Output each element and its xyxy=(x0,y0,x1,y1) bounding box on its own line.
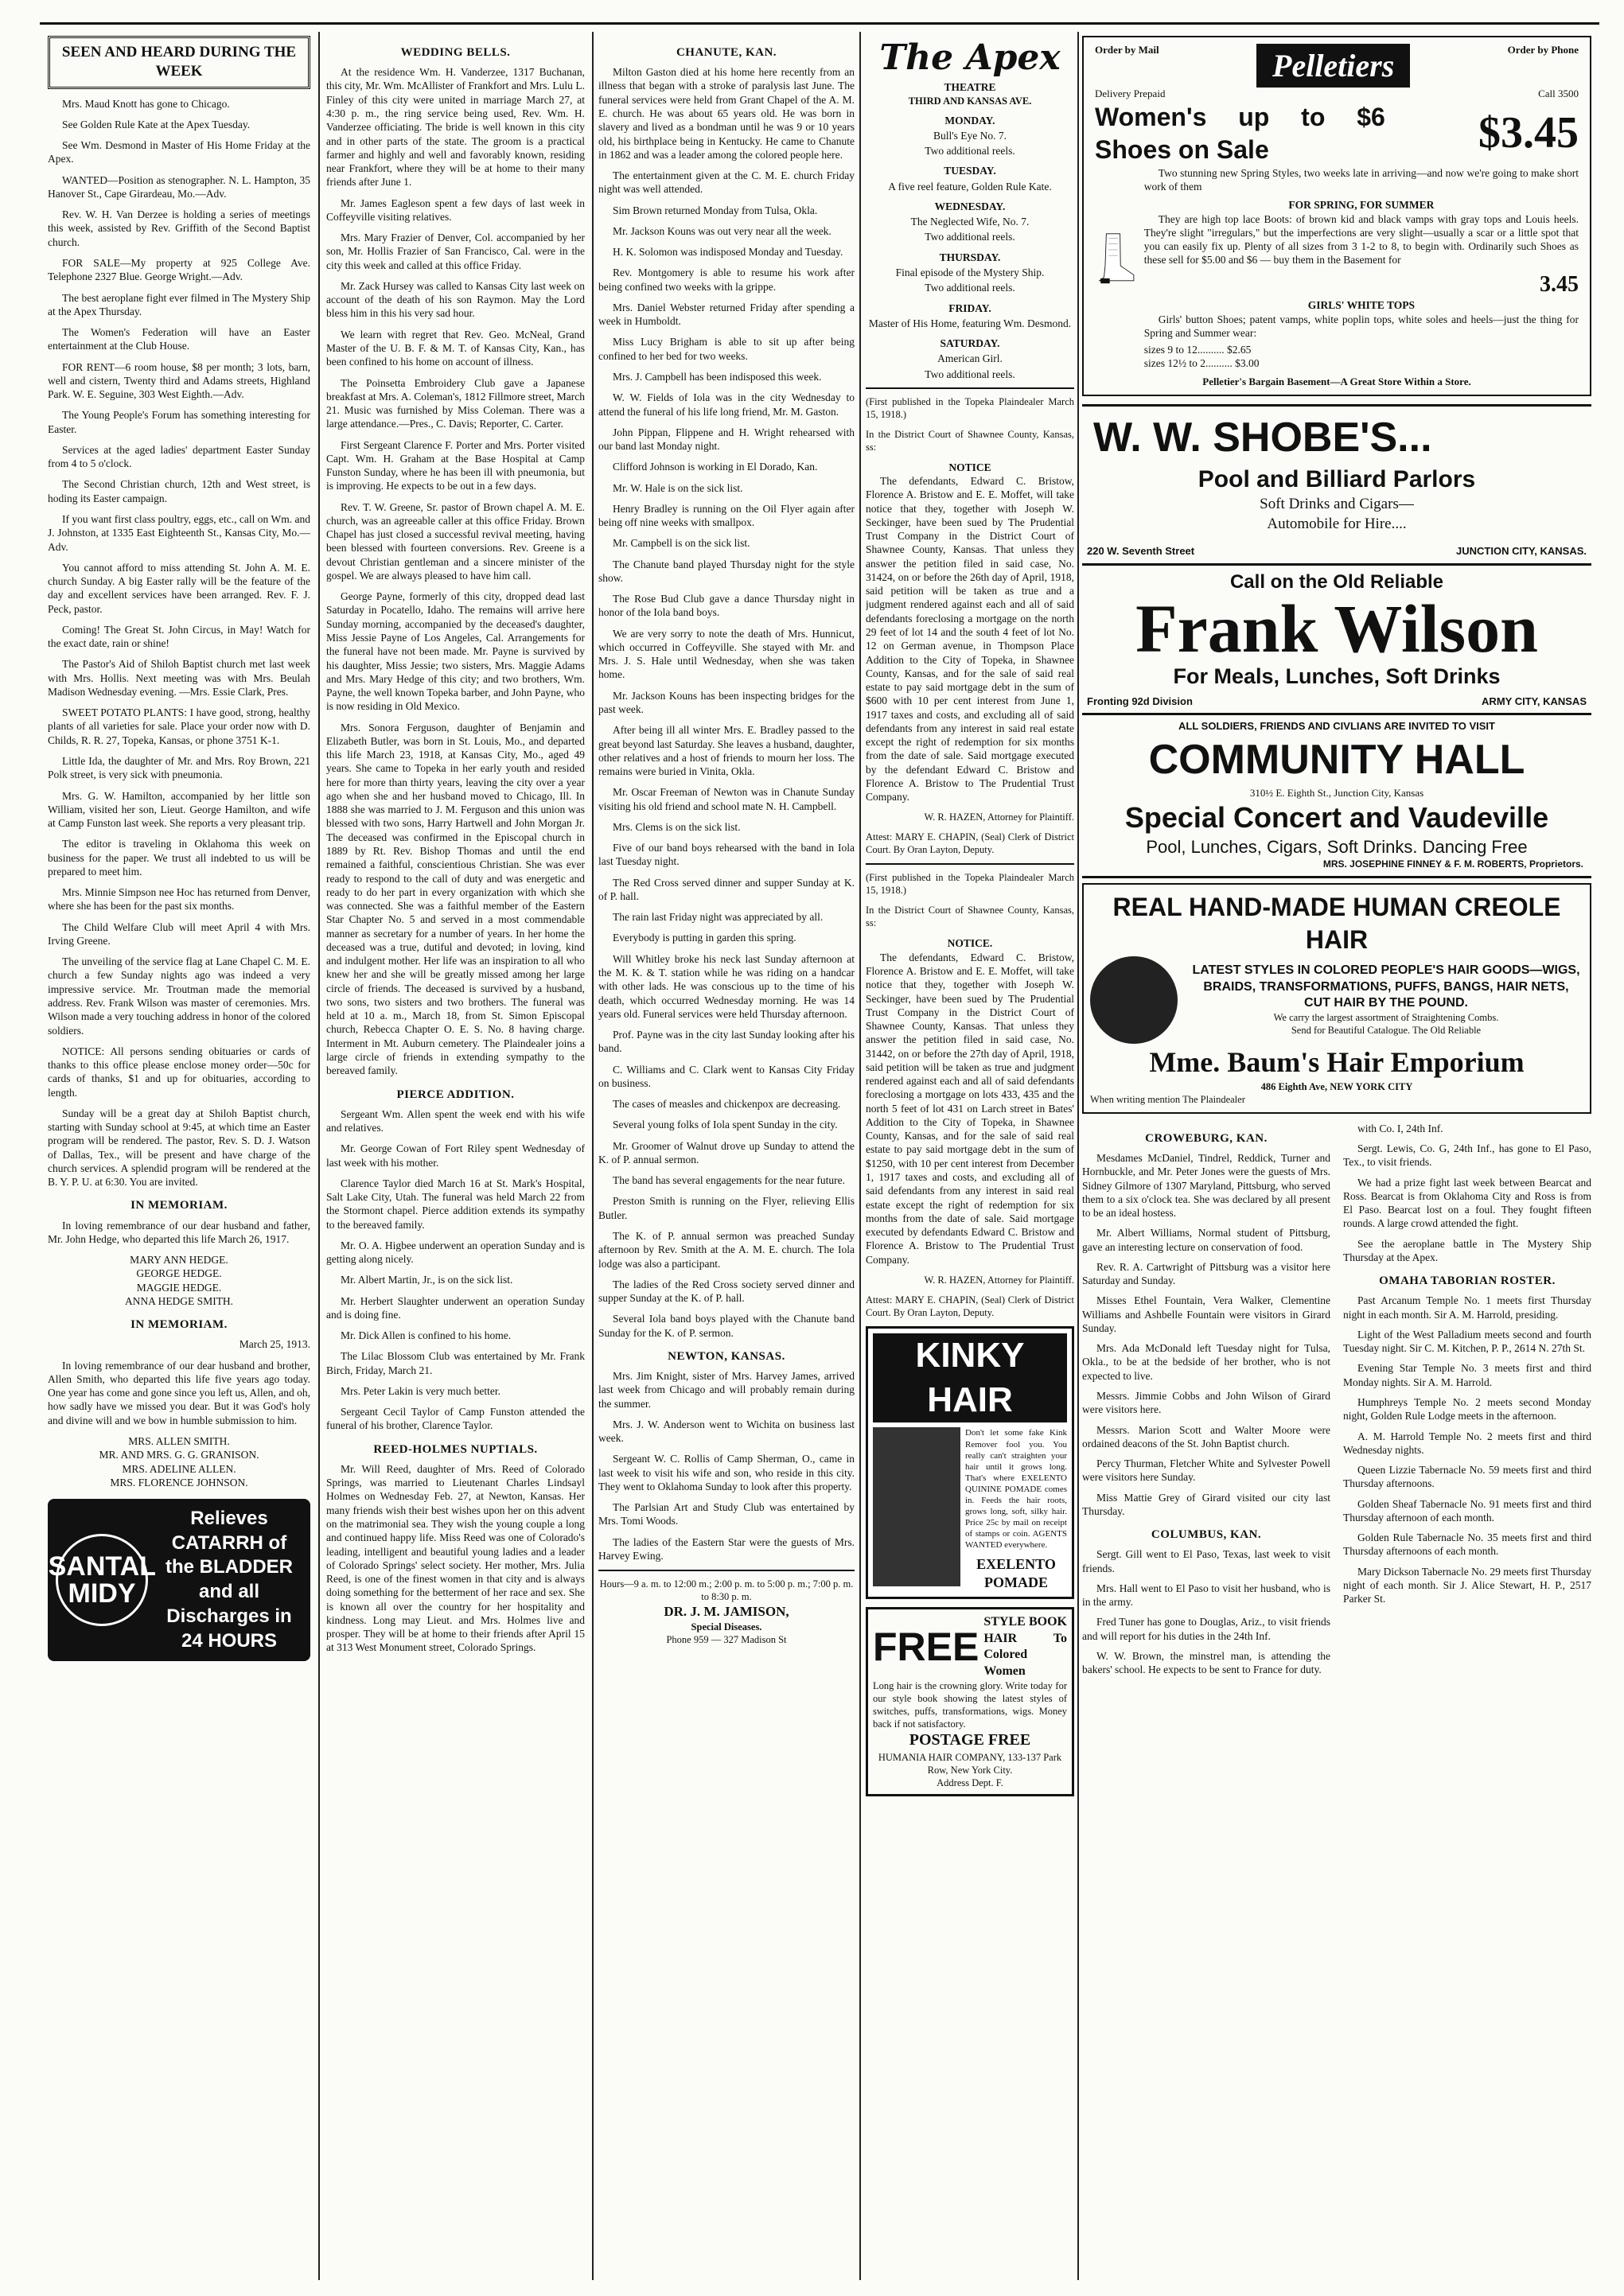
news-item: Coming! The Great St. John Circus, in May! Watch for the exact date, rain or shine! xyxy=(48,623,310,650)
news-item: Little Ida, the daughter of Mr. and Mrs. Roy Brown, 221 Polk street, is very sick with pneumonia. xyxy=(48,754,310,781)
roster-item: A. M. Harrold Temple No. 2 meets first and third Wednesday nights. xyxy=(1343,1430,1591,1456)
news-item: The K. of P. annual sermon was preached Sunday afternoon by Rev. Smith at the A. M. E. church. The Iola lodge was also a participant. xyxy=(598,1229,855,1270)
news-item: See the aeroplane battle in The Mystery Ship Thursday at the Apex. xyxy=(1343,1237,1591,1263)
news-item: Rev. T. W. Greene, Sr. pastor of Brown chapel A. M. E. church, was an agreeable caller at this office Friday. Brown Chapel has just closed a successful revival meeting, having been blessed with fourteen conversions. Rev. Greene is a devout Christian gentleman and a sincere minister of the gospel. We are always pleased to have him call. xyxy=(326,500,585,582)
creole-title: REAL HAND-MADE HUMAN CREOLE HAIR xyxy=(1112,892,1561,954)
pelletiers-logo: Pelletiers xyxy=(1256,44,1410,88)
roster-item: Light of the West Palladium meets second and fourth Tuesday night. Sir C. M. Kitchen, P. P., 2614 N. 27th St. xyxy=(1343,1328,1591,1355)
memoriam-name: GEORGE HEDGE. xyxy=(136,1267,222,1280)
news-item: The Red Cross served dinner and supper Sunday at K. of P. hall. xyxy=(598,876,855,902)
free-text: Long hair is the crowning glory. Write today for our style book showing the latest styles of switches, puffs, transformations, wigs. Money back if not satisfactory. xyxy=(873,1680,1067,1730)
schedule-line: Master of His Home, featuring Wm. Desmond. xyxy=(868,317,1072,329)
frank-wilson-ad xyxy=(1082,570,1591,709)
news-item: Clifford Johnson is working in El Dorado, Kan. xyxy=(613,461,818,473)
shobe-name: W. W. SHOBE'S... xyxy=(1093,414,1432,461)
news-item: Milton Gaston died at his home here recently from an illness that began with a stroke of paralysis last June. The funeral services were held from Grant Chapel of the A. M. E. church. He was about 65 years old. He was born in slavery and lived as a bondman until he was 9 or 10 years old, his birthplace being in Kentucky. He came to Chanute in 1862 and was a leader among the colored people here. xyxy=(598,66,855,161)
news-item: The band has several engagements for the near future. xyxy=(613,1174,845,1187)
news-item: Sergt. Lewis, Co. G, 24th Inf., has gone to El Paso, Tex., to visit friends. xyxy=(1343,1142,1591,1169)
creole-list: LATEST STYLES IN COLORED PEOPLE'S HAIR GOODS—WIGS, BRAIDS, TRANSFORMATIONS, PUFFS, BANGS, HAIR NETS, CUT HAIR BY THE POUND. xyxy=(1192,963,1580,1010)
news-item: Miss Mattie Grey of Girard visited our city last Thursday. xyxy=(1082,1491,1330,1517)
apex-theatre: THEATRE xyxy=(944,81,996,94)
news-item: Mr. Herbert Slaughter underwent an operation Sunday and is doing fine. xyxy=(326,1294,585,1321)
jamison-sub: Special Diseases. xyxy=(691,1621,762,1632)
kinky-text: Don't let some fake Kink Remover fool you. You really can't straighten your hair until it grows long. That's where EXELENTO QUININE POMADE comes in. Feeds the hair roots, grows long, soft, silky hair. Price 25c by mail on receipt of stamps or coin. AGENTS WANTED everywhere. xyxy=(965,1428,1067,1551)
woman-portrait-icon xyxy=(1090,956,1178,1044)
news-item: W. W. Fields of Iola was in the city Wednesday to attend the funeral of his life long friend, Mr. M. Gaston. xyxy=(598,391,855,418)
news-item: Mrs. Minnie Simpson nee Hoc has returned from Denver, where she has been for the past six months. xyxy=(48,886,310,913)
hall-pool: Pool, Lunches, Cigars, Soft Drinks. Dancing Free xyxy=(1146,837,1528,858)
schedule-line: Two additional reels. xyxy=(925,145,1015,158)
news-item: Mr. Zack Hursey was called to Kansas City last week on account of the death of his son Raymon. May the Lord bless him in this his very sad hour. xyxy=(326,279,585,320)
chanute-items xyxy=(598,65,855,1340)
hall-concert: Special Concert and Vaudeville xyxy=(1124,801,1549,835)
column-divider xyxy=(592,32,594,2280)
free-company: HUMANIA HAIR COMPANY, 133-137 Park Row, New York City. xyxy=(878,1751,1062,1776)
news-items xyxy=(48,97,310,1189)
news-item: The Chanute band played Thursday night for the style show. xyxy=(598,558,855,584)
notice-attest: Attest: MARY E. CHAPIN, (Seal) Clerk of District Court. By Oran Layton, Deputy. xyxy=(866,1294,1074,1318)
news-item: Percy Thurman, Fletcher White and Sylvester Powell were visitors here Sunday. xyxy=(1082,1457,1330,1484)
schedule-day: WEDNESDAY. xyxy=(934,200,1006,212)
news-item: The Second Christian church, 12th and West street, is hoding its Easter campaign. xyxy=(48,478,310,504)
pel-bottom: Pelletier's Bargain Basement—A Great Store Within a Store. xyxy=(1202,375,1471,387)
schedule-day: TUESDAY. xyxy=(944,165,996,177)
creole-catalog: Send for Beautiful Catalogue. The Old Reliable xyxy=(1291,1025,1482,1037)
news-item: Clarence Taylor died March 16 at St. Mark's Hospital, Salt Lake City, Utah. The funeral was held March 22 from the Stormont chapel. Pierce addition extends its sympathy to the bereaved family. xyxy=(326,1177,585,1231)
kinky-brand: EXELENTO POMADE xyxy=(976,1556,1056,1591)
news-item: After being ill all winter Mrs. E. Bradley passed to the great beyond last Saturday. She leaves a husband, daughter, other relatives and a host of friends to mourn her loss. The remains were buried in Vinita, Okla. xyxy=(598,724,855,778)
column-divider xyxy=(318,32,320,2280)
delivery-prepaid: Delivery Prepaid xyxy=(1095,88,1166,100)
shobe-sub2: Soft Drinks and Cigars— xyxy=(1260,496,1414,513)
kinky-title: KINKY HAIR xyxy=(873,1333,1067,1423)
notice-title: NOTICE xyxy=(948,461,991,473)
news-item: Mrs. Hall went to El Paso to visit her husband, who is in the army. xyxy=(1082,1582,1330,1609)
news-item: The ladies of the Eastern Star were the guests of Mrs. Harvey Ewing. xyxy=(598,1535,855,1562)
news-item: George Payne, formerly of this city, dropped dead last Saturday in Pocatello, Idaho. The remains will arrive here Sunday morning, accompanied by the deceased's daughter, Miss Jessie Payne of Los Angeles, Cal. Arrangements for the funeral have not been made. Mr. Payne is survived by his daughter, Miss Jessie; two sisters, Mrs. Maggie Adams and Mrs. Mary Hedge of this city; and two brothers, Wm. Payne, the well known Topeka barber, and John Payne, who is now residing in Old Mexico. xyxy=(326,590,585,713)
schedule-day: FRIDAY. xyxy=(948,302,991,314)
notice-court: In the District Court of Shawnee County, Kansas, ss: xyxy=(866,428,1074,453)
creole-mention: When writing mention The Plaindealer xyxy=(1090,1093,1245,1105)
columbus-title: COLUMBUS, KAN. xyxy=(1151,1528,1262,1542)
fw-call: Call on the Old Reliable xyxy=(1229,570,1444,593)
news-item: Mrs. Mary Frazier of Denver, Col. accompanied by her son, Mr. Hollis Frazier of San Francisco, Cal. were in the city this week and called at this office Friday. xyxy=(326,232,585,271)
santal-midy-ad xyxy=(48,1499,310,1661)
notice-pub: (First published in the Topeka Plaindealer March 15, 1918.) xyxy=(866,395,1074,420)
news-item: Sergeant W. C. Rollis of Camp Sherman, O., came in last week to visit his wife and son, who reside in this city. They went to Oklahoma Sunday to look after this property. xyxy=(598,1453,855,1492)
schedule-day: MONDAY. xyxy=(944,114,995,126)
pel-price: $3.45 xyxy=(1478,107,1579,158)
pel-headline: Women's up to $6 Shoes on Sale xyxy=(1095,102,1385,164)
pierce-title: PIERCE ADDITION. xyxy=(396,1088,515,1101)
news-item: We had a prize fight last week between Bearcat and Ross. Bearcat is from Oklahoma City and Ross is from El Paso. Bearcat lost on a foul. They fought fifteen rounds. A large crowd attended the fight. xyxy=(1343,1176,1591,1230)
wedding-items xyxy=(326,65,585,1077)
news-item: Sergt. Gill went to El Paso, Texas, last week to visit friends. xyxy=(1082,1548,1330,1574)
column-wedding-bells xyxy=(326,36,585,2287)
notice-text: The defendants, Edward C. Bristow, Florence A. Bristow and E. E. Moffet, will take notice that they, together with Joseph W. Seckinger, have been sued by The Prudential Trust Company in the District Court of Shawnee County, Kansas. That unless they answer the petition filed in said case, No. 31442, on or before the 27th day of April, 1918, said petition will be taken as true and judgment rendered against each and all of said defendants foreclosing a mortgage on lots 433, 435 and the north 5 feet of lot 431 on Larch street in Bates' Addition to the City of Topeka, in Shawnee County, Kansas, and for the sale of said real estate to pay said mortgage debt in the sum of $1250, with 10 per cent interest from December 1, 1917 taxes and costs, and excluding all of said defendants from any interest in said real estate except the right of redemption for six months from the date of sale. Said mortgage executed by defendants Edward C. Bristow and Florence A. Bristow to The Prudential Trust Company. xyxy=(866,951,1074,1266)
pel-girls: GIRLS' WHITE TOPS xyxy=(1307,299,1416,312)
croweburg-column xyxy=(1082,1122,1330,1683)
pel-season: FOR SPRING, FOR SUMMER xyxy=(1288,199,1435,212)
news-item: Mr. Campbell is on the sick list. xyxy=(613,537,750,550)
free-postage: POSTAGE FREE xyxy=(909,1731,1031,1749)
memoriam-text: In loving remembrance of our dear husband and father, Mr. John Hedge, who departed this life March 26, 1917. xyxy=(48,1219,310,1245)
news-item: Mrs. J. W. Anderson went to Wichita on business last week. xyxy=(598,1418,855,1445)
news-item: See Golden Rule Kate at the Apex Tuesday. xyxy=(62,118,251,130)
shobe-addr: 220 W. Seventh Street xyxy=(1087,544,1195,557)
column-advertisements xyxy=(1082,36,1591,2287)
free-dept: Address Dept. F. xyxy=(937,1776,1003,1788)
news-item: Messrs. Marion Scott and Walter Moore were ordained deacons of the St. John Baptist church. xyxy=(1082,1423,1330,1450)
news-item: The cases of measles and chickenpox are decreasing. xyxy=(613,1098,841,1111)
fw-front: Fronting 92d Division xyxy=(1087,695,1193,707)
memoriam-name: MRS. ADELINE ALLEN. xyxy=(122,1462,236,1475)
memoriam-title: IN MEMORIAM. xyxy=(130,1318,228,1332)
news-item: The Child Welfare Club will meet April 4 with Mrs. Irving Greene. xyxy=(48,920,310,947)
schedule-day: THURSDAY. xyxy=(939,251,1001,263)
pelletiers-ad xyxy=(1082,36,1591,396)
memoriam-names xyxy=(48,1253,310,1308)
omaha-title: OMAHA TABORIAN ROSTER. xyxy=(1379,1274,1556,1288)
reed-text: Mr. Will Reed, daughter of Mrs. Reed of Colorado Springs, was married to Lieutenant Charles Lindsayl Holmes on Wednesday Feb. 27, at Newton, Kansas. Her many friends wish their best wishes upon her on this advent on the matrimonial sea. They wish the young couple a long and continued happy life. Miss Reed was one of Colorado's leading, intelligent and beautiful young ladies and a leader of Colorado Springs' select society. Her mother, Mrs. Julia Reed, is one of the finest women in that city and is always doing something for the betterment of her race and sex. She is known all over the country for her hospitality and kindness. Long may Lieut. and Mrs. Holmes live and prosper. They will be at home to their friends after April 15 at 313 West Monument street, Colorado Springs. xyxy=(326,1462,585,1654)
shobe-sub: Pool and Billiard Parlors xyxy=(1198,465,1476,492)
news-item: with Co. I, 24th Inf. xyxy=(1357,1122,1443,1134)
top-rule xyxy=(40,22,1599,25)
news-item: Mr. O. A. Higbee underwent an operation Sunday and is getting along nicely. xyxy=(326,1239,585,1266)
news-item: W. W. Brown, the minstrel man, is attending the bakers' school. He expects to be sent to France for duty. xyxy=(1082,1649,1330,1676)
news-item: Five of our band boys rehearsed with the band in Iola last Tuesday night. xyxy=(598,842,855,868)
news-item: The Poinsetta Embroidery Club gave a Japanese breakfast at Mrs. A. Coleman's, 1812 Fillmore street, March 21. Music was furnished by Miss Coleman. There was a large attendance.—Pres., C. Davis; Reporter, C. Carter. xyxy=(326,376,585,430)
pierce-items xyxy=(326,1107,585,1433)
jamison-ad xyxy=(598,1578,855,1646)
creole-sub: We carry the largest assortment of Straightening Combs. xyxy=(1273,1012,1499,1024)
roster-item: Evening Star Temple No. 3 meets first and third Monday nights. Sir A. M. Harrold. xyxy=(1343,1362,1591,1388)
news-item: The ladies of the Red Cross society served dinner and supper Sunday at the K. of P. hall. xyxy=(598,1278,855,1305)
news-item: Rev. W. H. Van Derzee is holding a series of meetings this week, assisted by Rev. Griffith of the Second Baptist church. xyxy=(48,208,310,248)
schedule-line: Bull's Eye No. 7. xyxy=(933,129,1007,142)
roster-item: Mary Dickson Tabernacle No. 29 meets first Thursday night of each month. Sir J. Alice Stewart, H. P., 2517 Parker St. xyxy=(1343,1565,1591,1605)
community-hall-ad xyxy=(1082,720,1591,870)
notice-title: NOTICE. xyxy=(947,937,993,950)
news-item: The entertainment given at the C. M. E. church Friday night was well attended. xyxy=(598,169,855,196)
news-item: The Young People's Forum has something interesting for Easter. xyxy=(48,409,310,435)
schedule-line: The Neglected Wife, No. 7. xyxy=(910,216,1030,228)
news-item: Mrs. Daniel Webster returned Friday after spending a week in Humboldt. xyxy=(598,301,855,328)
croweburg-title: CROWEBURG, KAN. xyxy=(1145,1131,1268,1145)
news-item: Mrs. G. W. Hamilton, accompanied by her little son William, visited her son, Lieut. George Hamilton, and wife at Camp Funston last week. She reports a very pleasant trip. xyxy=(48,789,310,830)
memoriam-text: In loving remembrance of our dear husband and brother, Allen Smith, who departed this life five years ago today. One year has come and gone since you left us, Allen, and oh, how sadly have we missed you dear. But it was God's holy and divine will and we bow in humble submission to him. xyxy=(48,1359,310,1426)
news-item: The unveiling of the service flag at Lane Chapel C. M. E. church a few Sunday nights ago was indeed a very impressive service. Mr. Troutman made the memorial address. Rev. Frank Wilson was master of ceremonies. Mrs. Wilson made a very touching address in honor of the colored soldiers. xyxy=(48,955,310,1037)
news-item: FOR SALE—My property at 925 College Ave. Telephone 2327 Blue. George Wright.—Adv. xyxy=(48,257,310,283)
news-item: The Rose Bud Club gave a dance Thursday night in honor of the Iola band boys. xyxy=(598,593,855,619)
news-item: C. Williams and C. Clark went to Kansas City Friday on business. xyxy=(598,1063,855,1089)
schedule-line: Two additional reels. xyxy=(925,231,1015,243)
news-item: FOR RENT—6 room house, $8 per month; 3 lots, barn, well and cistern, Twenty third and Adams streets, Highland Park. W. E. Seguine, 303 West Eighth.—Adv. xyxy=(48,360,310,401)
pel-desc: They are high top lace Boots: of brown kid and black vamps with gray tops and Louis heels. They're slight "irregulars," but the imperfections are very slight—usually a scar or a little spot that you can easily fix up. Plenty of all sizes from 3 1-2 to 8, to begin with. Ordinarily such Shoes as these sell for $5.00 and $6 — buy them in the Basement for xyxy=(1143,212,1579,267)
memoriam-name: ANNA HEDGE SMITH. xyxy=(124,1294,234,1307)
columbus-items xyxy=(1082,1547,1330,1676)
column-divider xyxy=(859,32,861,2280)
news-item: The Pastor's Aid of Shiloh Baptist church met last week with Mrs. Hollis. Next meeting was with Mrs. Beulah Madison Wednesday evening. —Mrs. Essie Clark, Pres. xyxy=(48,658,310,698)
news-item: Misses Ethel Fountain, Vera Walker, Clementine Williams and Ashbelle Fountain were visitors in Girard Sunday. xyxy=(1082,1294,1330,1334)
news-item: At the residence Wm. H. Vanderzee, 1317 Buchanan, this city, Mr. Wm. McAllister of Frankfort and Mrs. Lulu L. Finley of this city were united in marriage March 27, at 4:30 p. m., the ring service being used, Rev. Wm. H. Vanderzee officiating. The bride is well known in this city and in other parts of the state. The groom is a practical farmer and highly and well and favorably known, residing near Frankfort, where they will be at home to their many friends after June 1. xyxy=(326,66,585,189)
news-item: John Pippan, Flippene and H. Wright rehearsed with our band last Monday night. xyxy=(598,426,855,453)
news-item: Mr. Albert Martin, Jr., is on the sick list. xyxy=(341,1274,513,1286)
woman-portrait-icon xyxy=(873,1427,960,1586)
pel-size: sizes 12½ to 2.......... $3.00 xyxy=(1143,357,1260,370)
jamison-hours: Hours—9 a. m. to 12:00 m.; 2:00 p. m. to 5:00 p. m.; 7:00 p. m. to 8:30 p. m. xyxy=(599,1578,854,1603)
news-item: Sunday will be a great day at Shiloh Baptist church, starting with Sunday school at 9:45, at which time an Easter program will be rendered. The pastor, Rev. S. D. J. Watson of Dallas, Tex., will be present and have charge of the church services. A splendid program will be rendered at the B. Y. P. U. at 6:30. You are invited. xyxy=(48,1107,310,1189)
news-item: Fred Tuner has gone to Douglas, Ariz., to visit friends and will report for his duties in the 24th Inf. xyxy=(1082,1616,1330,1642)
news-item: Mr. Albert Williams, Normal student of Pittsburg, gave an interesting lecture on conservation of food. xyxy=(1082,1227,1330,1253)
roster-item: Golden Sheaf Tabernacle No. 91 meets first and third Thursday afternoon of each month. xyxy=(1343,1497,1591,1524)
news-item: The rain last Friday night was appreciated by all. xyxy=(613,911,824,924)
right-column xyxy=(1343,1122,1591,1683)
order-phone: Order by Phone xyxy=(1507,44,1579,56)
memoriam-date: March 25, 1913. xyxy=(239,1338,310,1351)
news-item: Mr. Jackson Kouns has been inspecting bridges for the past week. xyxy=(598,689,855,716)
shobe-city: JUNCTION CITY, KANSAS. xyxy=(1456,544,1587,557)
shobe-sub3: Automobile for Hire.... xyxy=(1267,515,1407,532)
hall-props: MRS. JOSEPHINE FINNEY & F. M. ROBERTS, Proprietors. xyxy=(1322,858,1583,870)
free-style-book-ad xyxy=(866,1607,1074,1796)
news-item: Mr. James Eagleson spent a few days of last week in Coffeyville visiting relatives. xyxy=(326,197,585,223)
schedule-day: SATURDAY. xyxy=(940,337,1000,350)
reed-title: REED-HOLMES NUPTIALS. xyxy=(373,1442,538,1456)
news-item: Mrs. Maud Knott has gone to Chicago. xyxy=(62,97,230,110)
fw-name: Frank Wilson xyxy=(1135,590,1538,667)
column-apex xyxy=(866,36,1074,2287)
roster-item: Queen Lizzie Tabernacle No. 59 meets first and third Thursday afternoons. xyxy=(1343,1464,1591,1490)
notice-pub: (First published in the Topeka Plaindealer March 15, 1918.) xyxy=(866,872,1074,897)
schedule-line: Two additional reels. xyxy=(925,368,1015,380)
news-item: Preston Smith is running on the Flyer, relieving Ellis Butler. xyxy=(598,1195,855,1221)
schedule-line: A five reel feature, Golden Rule Kate. xyxy=(888,180,1052,193)
pel-size: sizes 9 to 12.......... $2.65 xyxy=(1143,344,1252,356)
news-item: The Women's Federation will have an Easter entertainment at the Club House. xyxy=(48,326,310,352)
schedule-line: American Girl. xyxy=(937,352,1003,365)
creole-hair-ad xyxy=(1082,883,1591,1114)
news-item: Mesdames McDaniel, Tindrel, Reddick, Turner and Hornbuckle, and Mr. Peter Jones were the guests of Mrs. Sidney Gilmore of 1307 Maryland, Pittsburg, who served them to a six o'clock tea. She was declared by all present to be an ideal hostess. xyxy=(1082,1152,1330,1220)
section-title: SEEN AND HEARD DURING THE WEEK xyxy=(48,36,310,89)
call-number: Call 3500 xyxy=(1538,88,1579,100)
news-item: The editor is traveling in Oklahoma this week on business for the paper. We trust all indebted to us will be prepared to meet him. xyxy=(48,838,310,878)
news-item: NOTICE: All persons sending obituaries or cards of thanks to this office please enclose money order—50c for cards of thanks, $1 and up for obituaries, according to length. xyxy=(48,1045,310,1099)
jamison-name: DR. J. M. JAMISON, xyxy=(664,1604,789,1620)
news-item: Prof. Payne was in the city last Sunday looking after his band. xyxy=(598,1029,855,1055)
newton-title: NEWTON, KANSAS. xyxy=(668,1349,785,1363)
memoriam-names xyxy=(48,1434,310,1489)
news-item: Several Iola band boys played with the Chanute band Sunday for the K. of P. sermon. xyxy=(598,1313,855,1339)
news-item: Mr. Groomer of Walnut drove up Sunday to attend the K. of P. annual sermon. xyxy=(598,1139,855,1166)
roster-item: Past Arcanum Temple No. 1 meets first Thursday night in each month. Sir A. M. Harrold, presiding. xyxy=(1343,1294,1591,1321)
pel-desc: Two stunning new Spring Styles, two weeks late in arriving—and now we're going to make short work of them xyxy=(1143,166,1579,193)
creole-addr: 486 Eighth Ave, NEW YORK CITY xyxy=(1260,1080,1413,1092)
news-item: Mr. W. Hale is on the sick list. xyxy=(613,481,743,494)
news-item: Rev. Montgomery is able to resume his work after being confined two weeks with la grippe. xyxy=(598,267,855,293)
wedding-title: WEDDING BELLS. xyxy=(400,46,511,59)
news-item: Mrs. Jim Knight, sister of Mrs. Harvey James, arrived last week from Chicago and will probably remain during the summer. xyxy=(598,1370,855,1410)
news-item: Services at the aged ladies' department Easter Sunday from 4 to 5 o'clock. xyxy=(48,443,310,470)
croweburg-items xyxy=(1082,1151,1330,1518)
news-item: Will Whitley broke his neck last Sunday afternoon at the M. K. & T. station while he was riding on a handcar with other lads. He was conscious up to the time of his death, which occurred Wednesday morning. He was 14 years old. Funeral services were held Thursday afternoon. xyxy=(598,952,855,1020)
news-item: Messrs. Jimmie Cobbs and John Wilson of Girard were visitors here. xyxy=(1082,1389,1330,1416)
newton-items xyxy=(598,1369,855,1562)
news-item: Miss Lucy Brigham is able to sit up after being confined to her bed for two weeks. xyxy=(598,336,855,362)
free-sub: STYLE BOOK HAIR To Colored Women xyxy=(983,1615,1067,1678)
news-item: The best aeroplane fight ever filmed in The Mystery Ship at the Apex Thursday. xyxy=(48,291,310,317)
news-item: Sergeant Wm. Allen spent the week end with his wife and relatives. xyxy=(326,1107,585,1134)
hall-name: COMMUNITY HALL xyxy=(1148,737,1525,784)
news-item: Mr. George Cowan of Fort Riley spent Wednesday of last week with his mother. xyxy=(326,1142,585,1169)
column-seen-and-heard xyxy=(48,36,310,2287)
hall-invite: ALL SOLDIERS, FRIENDS AND CIVLIANS ARE INVITED TO VISIT xyxy=(1178,720,1495,733)
news-item: We learn with regret that Rev. Geo. McNeal, Grand Master of the U. B. F. & M. T. of Kansas City, Kan., has been confined to his home on account of illness. xyxy=(326,328,585,368)
shobe-ad xyxy=(1082,411,1591,558)
santal-headline: Relieves CATARRH of the BLADDER and all Discharges in 24 HOURS xyxy=(166,1508,293,1652)
pel-price2: 3.45 xyxy=(1540,271,1579,297)
pel-desc: Girls' button Shoes; patent vamps, white poplin tops, white soles and heels—just the thing for Spring and Summer wear: xyxy=(1143,313,1579,339)
news-item: Mrs. J. Campbell has been indisposed this week. xyxy=(613,370,822,383)
news-item: Henry Bradley is running on the Oil Flyer again after being off nine weeks with smallpox. xyxy=(598,502,855,529)
news-item: We are very sorry to note the death of Mrs. Hunnicut, which occurred in Coffeyville. She stayed with Mr. and Mrs. J. S. Hale until Wednesday, when she was taken home. xyxy=(598,627,855,681)
apex-schedule xyxy=(866,114,1074,381)
apex-addr: THIRD AND KANSAS AVE. xyxy=(908,95,1032,107)
news-item: See Wm. Desmond in Master of His Home Friday at the Apex. xyxy=(48,139,310,165)
news-item: Mr. Oscar Freeman of Newton was in Chanute Sunday visiting his old friend and school mate N. H. Campbell. xyxy=(598,786,855,812)
news-item: The Parlsian Art and Study Club was entertained by Mrs. Tomi Woods. xyxy=(598,1501,855,1527)
notice-sign: W. R. HAZEN, Attorney for Plaintiff. xyxy=(924,811,1074,823)
news-item: Several young folks of Iola spent Sunday in the city. xyxy=(613,1119,838,1131)
order-mail: Order by Mail xyxy=(1095,44,1159,56)
news-item: SWEET POTATO PLANTS: I have good, strong, healthy plants of all varieties for sale. Place your order now with D. Childs, R. R. 27, Topeka, Kansas, or phone 3751 K-1. xyxy=(48,706,310,746)
news-item: WANTED—Position as stenographer. N. L. Hampton, 35 Hanover St., Cape Girardeau, Mo.—Adv. xyxy=(48,173,310,200)
news-item: H. K. Solomon was indisposed Monday and Tuesday. xyxy=(613,246,843,259)
news-item: Sim Brown returned Monday from Tulsa, Okla. xyxy=(613,204,818,216)
schedule-line: Final episode of the Mystery Ship. xyxy=(895,266,1045,278)
fw-for: For Meals, Lunches, Soft Drinks xyxy=(1173,664,1501,689)
news-item: You cannot afford to miss attending St. John A. M. E. church Sunday. A big Easter rally will be the feature of the day and excellent services have been arranged. Rev. F. J. Peck, pastor. xyxy=(48,561,310,615)
news-item: Mrs. Sonora Ferguson, daughter of Benjamin and Elizabeth Butler, was born in St. Louis, Mo., and departed this life March 23, 1918, at Kansas City, Mo., aged 49 years. She came to Topeka in her early youth and resided here for more than thirty years, leaving the city over a year ago when she and her husband moved to Chicago, Ill. In 1888 she was married to J. M. Ferguson and this union was blessed with two sons, Harry Hartwell and John Morgan Jr. The deceased was confirmed in the Episcopal church in 1889 by Rt. Rev. Bishop Thomas and until the end remained a faithful, conscientious Christian. She was ever ready to respond to the call of duty and was energetic and ready to do her part in every organization with which she was connected. She was a faithful member of the Eastern Star Chapter No. 5 and served in a most commendable manner as secretary for a number of years. In her home the deceased was a true, dutiful and devoted; in loving, kind and indulgent mother. Her life was an inspiration to all who knew her and she will be greatly missed among her large circle of friends. The deceased is survived by a husband, two sons, two sisters and two brothers. The funeral was held at 10 a. m., March 18, from St. Simon Episcopal church, Rebecca Chapter O. E. S. No. 8 having charge. Interment in Mt. Auburn cemetery. The Plaindealer joins a large circle of friends in extending sympathy to the bereaved family. xyxy=(326,721,585,1077)
hall-addr: 310½ E. Eighth St., Junction City, Kansas xyxy=(1249,786,1424,799)
boot-icon xyxy=(1095,166,1136,349)
news-item: If you want first class poultry, eggs, etc., call on Wm. and J. Johnston, at 1335 East Eighteenth St., Kansas City, Mo.—Adv. xyxy=(48,513,310,553)
column-chanute xyxy=(598,36,855,2287)
roster-item: Humphreys Temple No. 2 meets second Monday night, Golden Rule Lodge meets in the afternoon. xyxy=(1343,1395,1591,1422)
notice-text: The defendants, Edward C. Bristow, Florence A. Bristow and E. E. Moffet, will take notice that they, together with Joseph W. Seckinger, have been sued by The Prudential Trust Company in the District Court of Shawnee County, Kansas. That unless they answer the petition filed in said case, No. 31424, on or before the 26th day of April, 1918, said petition will be taken as true and a judgment rendered against each and all of said defendants foreclosing a mortgage on the north 29 feet of lot 14 and the south 4 feet of lot No. 12 on German avenue, in Thompson Place Addition to the City of Topeka, in Shawnee County, Kansas, and for the sale of said real estate to pay said mortgage debt in the sum of $600 with 10 per cent interest from June 1, 1917 taxes and costs, and excluding all of said defendants from any interest in said real estate except the right of redemption for six months from the date of sale. Said mortgage executed by the defendant Edward C. Bristow and Florence A. Bristow to The Prudential Trust Company. xyxy=(866,475,1074,804)
schedule-line: Two additional reels. xyxy=(925,282,1015,294)
news-item: The Lilac Blossom Club was entertained by Mr. Frank Birch, Friday, March 21. xyxy=(326,1350,585,1376)
memoriam-title: IN MEMORIAM. xyxy=(130,1199,228,1212)
memoriam-name: MARY ANN HEDGE. xyxy=(130,1254,228,1267)
kinky-hair-ad xyxy=(866,1326,1074,1600)
memoriam-name: MRS. ALLEN SMITH. xyxy=(128,1434,230,1447)
jamison-addr: Phone 959 — 327 Madison St xyxy=(666,1633,787,1645)
fw-city: ARMY CITY, KANSAS xyxy=(1482,695,1587,707)
news-item: First Sergeant Clarence F. Porter and Mrs. Porter visited Capt. Wm. H. Graham at the Base Hospital at Camp Funston Sunday, where he has been ill with pneumonia, but is improving. He expects to be out in a few days. xyxy=(326,438,585,492)
roster-item: Golden Rule Tabernacle No. 35 meets first and third Thursday afternoons of each month. xyxy=(1343,1531,1591,1558)
news-item: Mrs. Peter Lakin is very much better. xyxy=(341,1384,500,1397)
news-item: Rev. R. A. Cartwright of Pittsburg was a visitor here Saturday and Sunday. xyxy=(1082,1260,1330,1287)
memoriam-name: MR. AND MRS. G. G. GRANISON. xyxy=(99,1449,259,1461)
creole-name: Mme. Baum's Hair Emporium xyxy=(1149,1045,1525,1078)
news-item: Mr. Dick Allen is confined to his home. xyxy=(341,1329,512,1342)
right-items xyxy=(1343,1122,1591,1264)
memoriam-name: MAGGIE HEDGE. xyxy=(136,1281,222,1294)
news-item: Everybody is putting in garden this spring. xyxy=(613,932,796,944)
news-item: Mrs. Ada McDonald left Tuesday night for Tulsa, Okla., to be at the bedside of her brother, who is not expected to live. xyxy=(1082,1342,1330,1382)
news-item: Mrs. Clems is on the sick list. xyxy=(613,820,741,833)
notice-court: In the District Court of Shawnee County, Kansas, ss: xyxy=(866,905,1074,929)
omaha-items xyxy=(1343,1294,1591,1605)
news-item: Sergeant Cecil Taylor of Camp Funston attended the funeral of his brother, Clarence Taylor. xyxy=(326,1406,585,1432)
notice-sign: W. R. HAZEN, Attorney for Plaintiff. xyxy=(924,1274,1074,1286)
free-title: FREE xyxy=(873,1625,979,1670)
news-item: Mr. Jackson Kouns was out very near all the week. xyxy=(613,224,831,237)
column-divider xyxy=(1077,32,1079,2280)
santal-logo: SANTAL MIDY xyxy=(56,1534,148,1626)
chanute-title: CHANUTE, KAN. xyxy=(676,46,777,59)
apex-logo: The Apex xyxy=(879,37,1061,78)
notice-attest: Attest: MARY E. CHAPIN, (Seal) Clerk of District Court. By Oran Layton, Deputy. xyxy=(866,831,1074,856)
memoriam-name: MRS. FLORENCE JOHNSON. xyxy=(110,1476,248,1489)
